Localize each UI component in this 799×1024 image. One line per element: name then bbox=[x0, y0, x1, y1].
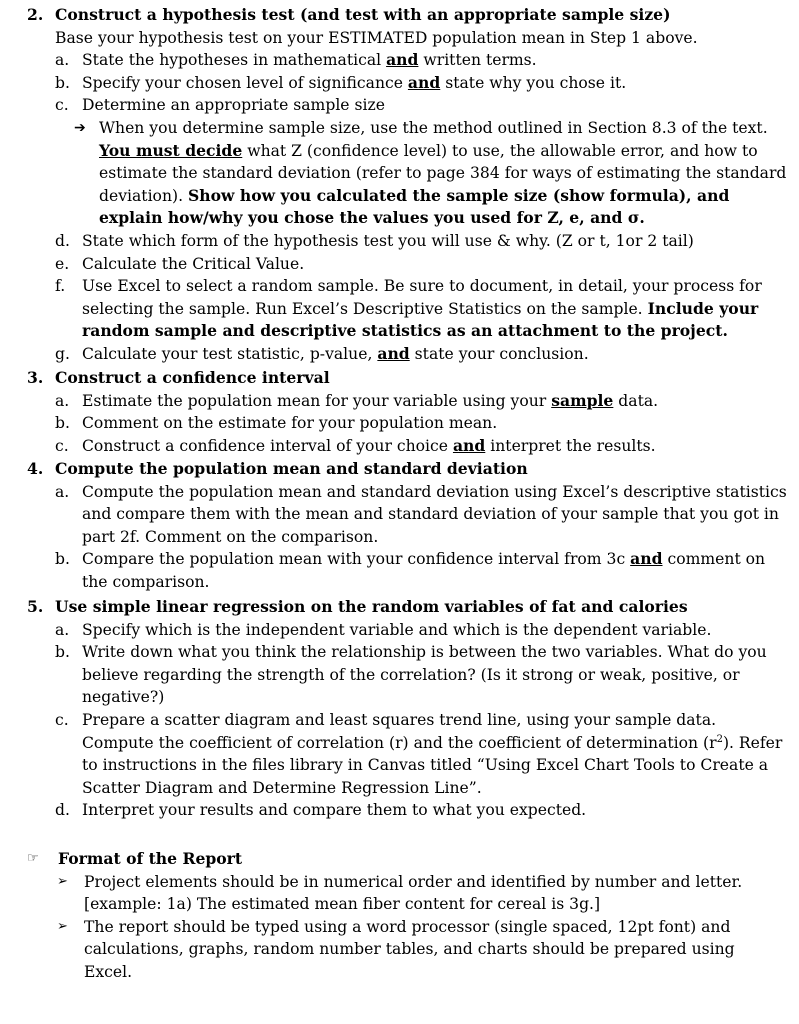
item-4b: b. Compare the population mean with your confidence interval from 3c and comment on the comparison. bbox=[55, 549, 766, 591]
item-3c: c. Construct a confidence interval of your choice and interpret the results. bbox=[55, 435, 656, 455]
item-5a: a. Specify which is the independent variable and which is the dependent variable. bbox=[55, 620, 712, 639]
item-2e: e. Calculate the Critical Value. bbox=[55, 254, 305, 273]
format-title: ☞ Format of the Report bbox=[27, 848, 787, 871]
item-5b: b. Write down what you think the relationship is between the two variables. What do you believe regarding the strength of the correlation? (Is it strong or weak, positive, or negative?) bbox=[55, 643, 767, 707]
section-title: Use simple linear regression on the random variables of fat and calories bbox=[55, 597, 688, 616]
item-2d: d. State which form of the hypothesis test you will use & why. (Z or t, 1or 2 tail) bbox=[55, 231, 694, 250]
format-section bbox=[27, 848, 787, 984]
arrow-bullet-icon: ➢ bbox=[57, 873, 68, 889]
item-3b: b. Comment on the estimate for your population mean. bbox=[55, 414, 498, 433]
item-2c: c. Determine an appropriate sample size bbox=[55, 96, 385, 115]
format-bullet-1: ➢ Project elements should be in numerical order and identified by number and letter. [example: 1a) The estimated mean fiber content for cereal is 3g.] bbox=[57, 872, 743, 914]
section-number: 5. bbox=[27, 597, 44, 616]
section-title: Compute the population mean and standard deviation bbox=[55, 459, 528, 478]
item-2a: a. State the hypotheses in mathematical and written terms. bbox=[55, 50, 537, 70]
item-5d: d. Interpret your results and compare them to what you expected. bbox=[55, 801, 587, 820]
section-title: Construct a hypothesis test (and test with an appropriate sample size) bbox=[55, 5, 671, 24]
section-number: 4. bbox=[27, 459, 44, 478]
arrow-bullet-icon: ➢ bbox=[57, 918, 68, 934]
section-4 bbox=[27, 458, 787, 594]
arrow-right-icon: ➔ bbox=[74, 119, 86, 136]
section-5 bbox=[27, 596, 787, 822]
item-4a: a. Compute the population mean and standard deviation using Excel’s descriptive statistics and compare them with the mean and standard deviation of your sample that you got in part 2f. Comment on the comparison. bbox=[55, 482, 787, 546]
item-5c: c. Prepare a scatter diagram and least squares trend line, using your sample data. Compute the coefficient of correlation (r) and the coefficient of determination $(r^2)$. Refer to instructions in the files library in Canvas titled “Using Excel Chart Tools to Create a Scatter Diagram and Determine Regression Line”. bbox=[55, 710, 783, 797]
sample-size-note: ➔ When you determine sample size, use the method outlined in Section 8.3 of the text. You must decide what Z (confidence level) to use, the allowable error, and how to estimate the standard deviation (refer to page 384 for ways of estimating the standard deviation). Show how you calculated the sample size (show formula), and explain how/why you chose the values you used for Z, e, and σ. bbox=[74, 118, 787, 228]
section-intro: Base your hypothesis test on your ESTIMATED population mean in Step 1 above. bbox=[55, 28, 698, 47]
item-2f: f. Use Excel to select a random sample. Be sure to document, in detail, your process for selecting the sample. Run Excel’s Descriptive Statistics on the sample. Include your random sample and descriptive statistics as an attachment to the project. bbox=[55, 277, 762, 341]
format-bullet-2: ➢ The report should be typed using a word processor (single spaced, 12pt font) and calculations, graphs, random number tables, and charts should be prepared using Excel. bbox=[57, 917, 735, 981]
item-3a: a. Estimate the population mean for your variable using your sample data. bbox=[55, 390, 659, 410]
pointing-hand-icon: ☞ bbox=[27, 851, 39, 866]
item-2b: b. Specify your chosen level of significance and state why you chose it. bbox=[55, 72, 627, 92]
section-2 bbox=[27, 4, 787, 366]
section-3 bbox=[27, 367, 787, 457]
section-title: Construct a confidence interval bbox=[55, 368, 330, 387]
item-2g: g. Calculate your test statistic, p-value, and state your conclusion. bbox=[55, 343, 589, 363]
section-number: 3. bbox=[27, 368, 44, 387]
section-number: 2. bbox=[27, 5, 44, 24]
